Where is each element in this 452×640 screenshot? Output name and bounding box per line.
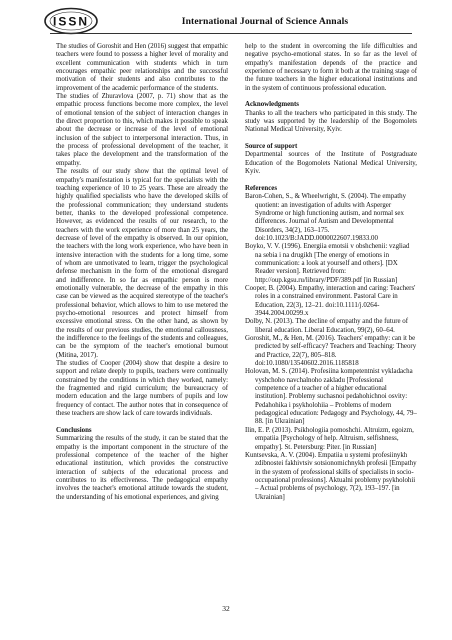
body-paragraph: The studies of Zhuravlova (2007, p. 71) show that as the empathic process functions become more complex, the level of emotional tension of the subject of interaction changes in the direct proportion to this, which makes it possible to speak about the decrease or increase of the level of emotional inclusion of the subject to interpersonal interaction. Thus, in the process of professional development of the teacher, it takes place the development and the transformation of the empathy. [56,93,228,167]
journal-title: International Journal of Science Annals [181,16,349,27]
reference-item: Kuntsevska, A. V. (2004). Empatiia u systemi profesiinykh zdibnostei fakhivtsiv sotsionomichnykh profesii [Empathy in the system of professional skills of specialists in socio-occupational professions]. Aktualni problemy psykholohii – Actual problems of psychology, 7(2), 193–197. [in Ukrainian] [245,451,417,501]
reference-item: Holovan, M. S. (2014). Profesiina kompetentnist vykladacha vyshchoho navchalnoho zakladu [Professional competence of a teacher of a higher educational institution]. Problemy suchasnoi pedahohichnoi osvity: Pedahohika i psykholohiia – Problems of modern pedagogical education: Pedagogy and Psychology, 44, 79–88. [in Ukrainian] [245,368,417,426]
page-number: 32 [222,604,230,613]
reference-item: Ilin, E. P. (2013). Psikhologiia pomoshchi. Altruizm, egoizm, empatiia [Psychology of help. Altruism, selfishness, empathy]. St. Petersburg: Piter. [in Russian] [245,426,414,451]
references-heading: References [245,184,278,192]
left-column [56,43,228,502]
body-paragraph: The studies of Cooper (2004) show that despite a desire to support and relate deeply to pupils, teachers were continually constrained by the conditions in which they worked, namely: the fragmented and rigid curriculum; the bureaucracy of modern education and the large numbers of pupils and low frequency of contact. The author notes that in consequence of these teachers are show lack of care towards individuals. [56,360,228,418]
reference-item: Goroshit, M., & Hen, M. (2016). Teachers' empathy: can it be predicted by self-efficacy? Teachers and Teaching: Theory and Practice, 22(7), 805–818. doi:10.1080/13540602.2016.1185818 [245,335,417,368]
reference-item: Cooper, B. (2004). Empathy, interaction and caring: Teachers' roles in a constrained environment. Pastoral Care in Education, 22(3), 12–21. doi:10.1111/j.0264-3944.2004.00299.x [245,284,416,317]
reference-item: Boyko, V. V. (1996). Energiia emotsii v obshchenii: vzgliad na sebia i na drugikh [The energy of emotions in communication: a look at yourself and others]. [DX Reader version]. Retrieved from: http://oup.kgsu.ru/library/PDF/389.pdf [in Russian] [245,243,410,284]
acknowledgments-heading: Acknowledgments [245,101,299,109]
body-paragraph: The results of our study show that the optimal level of empathy's manifestation is typical for the specialists with the teaching experience of 10 to 25 years. These are already the highly qualified specialists who have the developed skills of the professional communication; they understand students better, thanks to the developed professional competence. However, as evidenced the results of our research, to the teachers with the work experience of more than 25 years, the decrease of level of the empathy is observed. In our opinion, the teachers with the long work experience, who have been in intensive interaction with the students for a long time, some of whom are unmotivated to learn, trigger the psychological defense mechanism in the form of the emotional disregard and indifference. In so far as empathic person is more emotionally vulnerable, the decrease of the empathy in this case can be viewed as the acquired stereotype of the teacher's professional behavior, which allows to him to use metered the psycho-emotional resources and protect himself from excessive emotional stress. On the other hand, as shown by the results of our previous studies, the emotional callousness, the indifference to the feelings of the students and colleagues, can be the symptom of the teacher's emotional burnout (Mitina, 2017). [56,168,228,359]
right-column [245,43,417,502]
source-of-support-heading: Source of support [245,143,298,151]
body-paragraph: help to the student in overcoming the life difficulties and negative psycho-emotional states. In so far as the level of empathy's manifestation depends of the practice and experience of necessary to form it both at the training stage of the future teachers in the higher educational institutions and in the system of continuous professional education. [245,43,417,92]
conclusions-heading: Conclusions [56,426,92,434]
journal-logo [43,7,99,35]
logo-text: ISSN [52,14,90,29]
reference-item: Dolby, N. (2013). The decline of empathy and the future of liberal education. Liberal Education, 99(2), 60–64. [245,318,409,334]
source-of-support-paragraph: Departmental sources of the Institute of Postgraduate Education of the Bogomolets National Medical University, Kyiv. [245,151,417,176]
header-rule [50,33,412,34]
acknowledgments-paragraph: Thanks to all the teachers who participated in this study. The study was supported by the leadership of the Bogomolets National Medical University, Kyiv. [245,109,417,134]
conclusions-paragraph: Summarizing the results of the study, it can be stated that the empathy is the important component in the structure of the professional competence of the teacher of the higher educational institution, which provides the constructive interaction of subjects of the educational process and contributes to its effectiveness. The pedagogical empathy involves the teacher's emotional attitude towards the student, the understanding of his emotional experiences, and giving [56,435,228,501]
body-paragraph: The studies of Goroshit and Hen (2016) suggest that empathic teachers were found to possess a higher level of morality and excellent communication with students which in turn encourages empathic peer relationships and the successful motivation of their students and also contributes to the improvement of the academic performance of the students. [56,43,228,92]
reference-item: Baron-Cohen, S., & Wheelwright, S. (2004). The empathy quotient: an investigation of adults with Asperger Syndrome or high functioning autism, and normal sex differences. Journal of Autism and Developmental Disorders, 34(2), 163–175. doi:10.1023/B:JADD.0000022607.19833.00 [245,193,407,242]
